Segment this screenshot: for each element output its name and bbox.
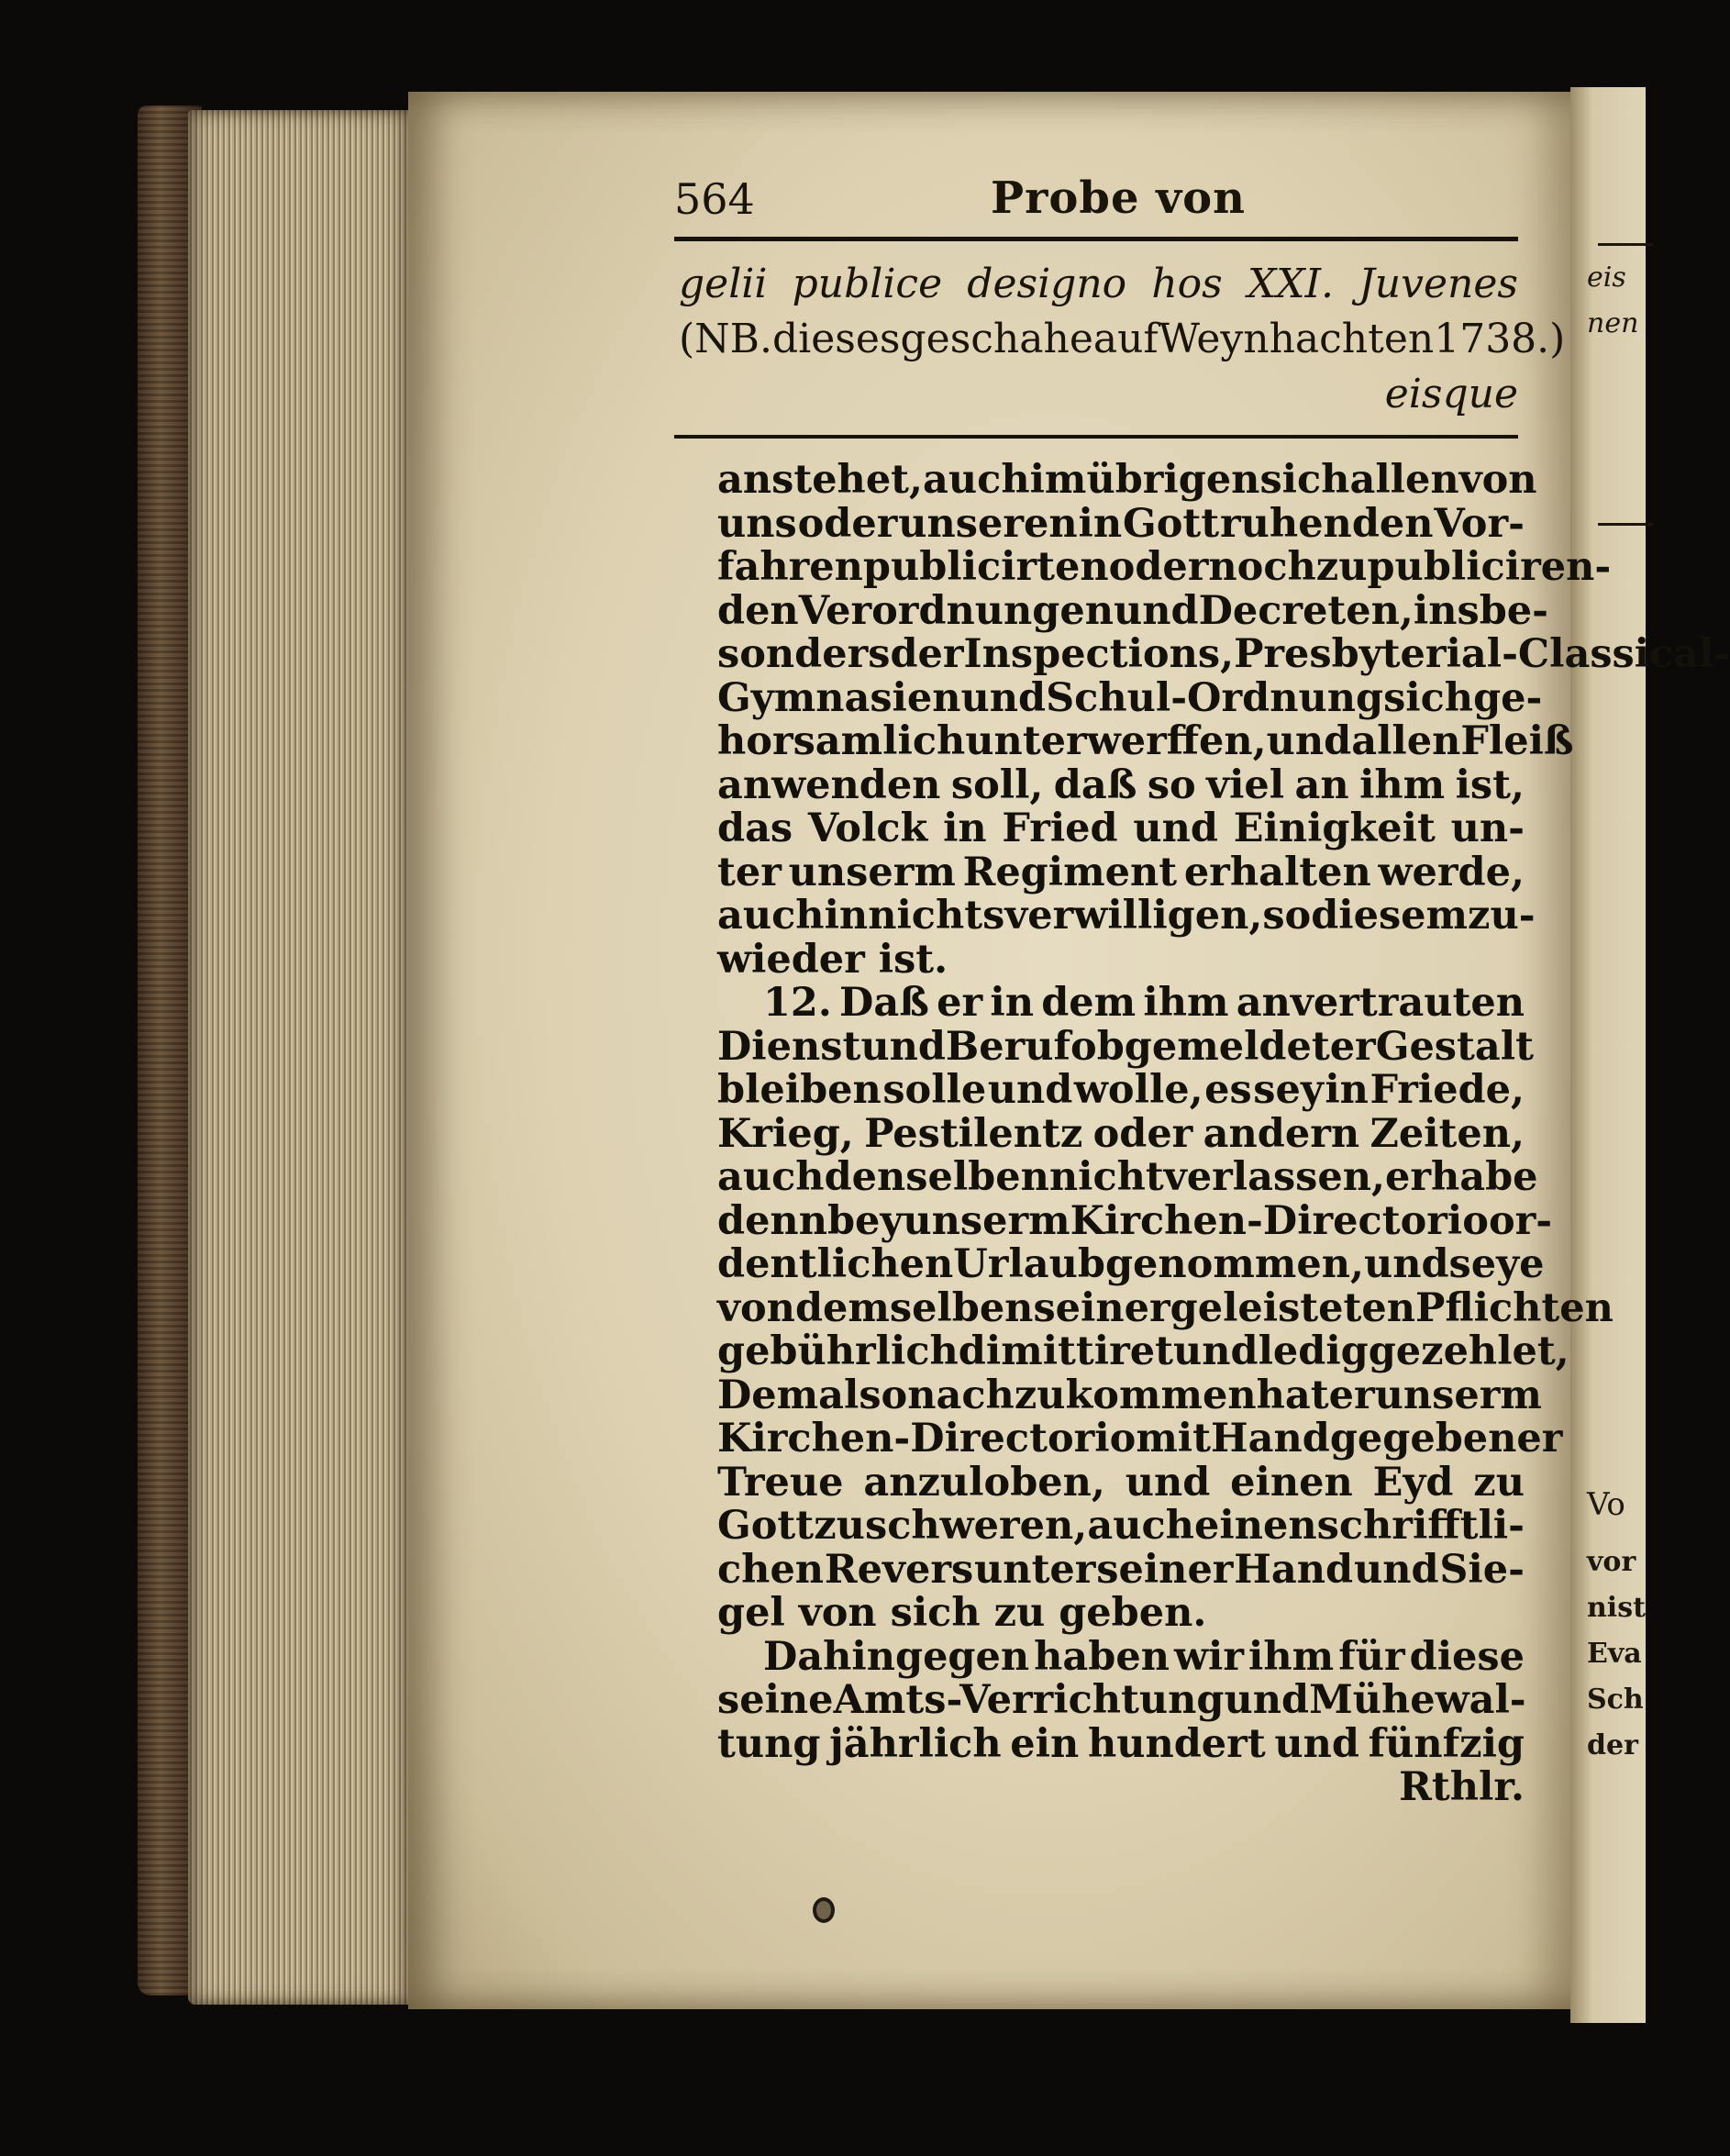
facing-page-fragment: vor [1587, 1546, 1636, 1578]
page-number: 564 [674, 174, 755, 224]
text-line: dentlichen Urlaub genommen, und seye [717, 1241, 1545, 1287]
page-edges [188, 110, 417, 2005]
text-line: wieder ist. [717, 936, 948, 983]
footnote-line: eisque [1384, 371, 1518, 417]
facing-page-rule [1598, 523, 1653, 526]
running-head: Probe von [991, 172, 1247, 224]
text-line: anstehet, auch im übrigen sich allen von [717, 457, 1537, 503]
text-line: tung jährlich ein hundert und fünfzig [717, 1720, 1525, 1767]
page-header [674, 174, 1555, 229]
text-line: auch denselben nicht verlassen, er habe [717, 1154, 1538, 1200]
facing-page [1570, 87, 1646, 2023]
ink-dot-ornament [813, 1897, 835, 1923]
text-line: Dem also nachzukommen hat er unserm [717, 1372, 1542, 1418]
text-line: Rthlr. [1399, 1764, 1525, 1810]
facing-page-fragment: nen [1587, 307, 1639, 339]
text-line: das Volck in Fried und Einigkeit un- [717, 806, 1525, 851]
text-line: Treue anzuloben, und einen Eyd zu [717, 1459, 1525, 1506]
text-line: Gott zu schweren, auch einen schrifftli- [717, 1503, 1525, 1549]
text-line: gebührlich dimittiret und ledig gezehlet, [717, 1328, 1569, 1374]
facing-page-fragment: Sch [1587, 1684, 1644, 1716]
text-line: fahren publicirten oder noch zu publiciren- [717, 544, 1612, 590]
text-line: denn bey unserm Kirchen-Directorio or- [717, 1197, 1553, 1244]
section-rule [674, 435, 1518, 439]
facing-page-fragment: Vo [1587, 1486, 1625, 1523]
text-line: Dienst und Beruf obgemeldeter Gestalt [717, 1023, 1534, 1070]
text-line: ter unserm Regiment erhalten werde, [717, 849, 1525, 895]
text-line: chen Revers unter seiner Hand und Sie- [717, 1546, 1525, 1593]
header-rule [674, 237, 1518, 241]
text-line: anwenden soll, daß so viel an ihm ist, [717, 761, 1525, 808]
text-line: auch in nichts verwilligen, so diesem zu- [717, 893, 1536, 939]
footnote-line: gelii publice designo hos XXI. Juvenes [679, 261, 1518, 307]
text-line: Kirchen-Directorio mit Hand gegebener [717, 1416, 1563, 1461]
text-line: sonders der Inspections, Presbyterial-Classical- [717, 631, 1730, 677]
text-line: seine Amts-Verrichtung und Mühewal- [717, 1677, 1526, 1723]
facing-page-rule [1598, 243, 1653, 246]
text-line: uns oder unseren in Gott ruhenden Vor- [717, 500, 1525, 547]
text-line: Krieg, Pestilentz oder andern Zeiten, [717, 1110, 1525, 1157]
text-line: bleiben solle und wolle, es sey in Friede, [717, 1067, 1525, 1113]
facing-page-fragment: eis [1587, 261, 1626, 294]
facing-page-fragment: nist [1587, 1592, 1646, 1624]
footnote-line: (NB. dieses geschahe auf Weynhachten 1738.) [679, 316, 1566, 362]
text-line: den Verordnungen und Decreten, insbe- [717, 587, 1548, 634]
text-line: Dahingegen haben wir ihm für diese [763, 1633, 1525, 1680]
facing-page-fragment: Eva [1587, 1638, 1642, 1670]
text-line: gel von sich zu geben. [717, 1590, 1207, 1636]
text-line: 12. Daß er in dem ihm anvertrauten [763, 980, 1525, 1026]
facing-page-fragment: der [1587, 1729, 1638, 1761]
footnote-block [679, 257, 1566, 422]
text-line: Gymnasien und Schul-Ordnung sich ge- [717, 674, 1543, 721]
text-line: von demselben seiner geleisteten Pflichten [717, 1284, 1614, 1331]
text-line: horsamlich unterwerffen, und allen Fleiß [717, 718, 1574, 764]
